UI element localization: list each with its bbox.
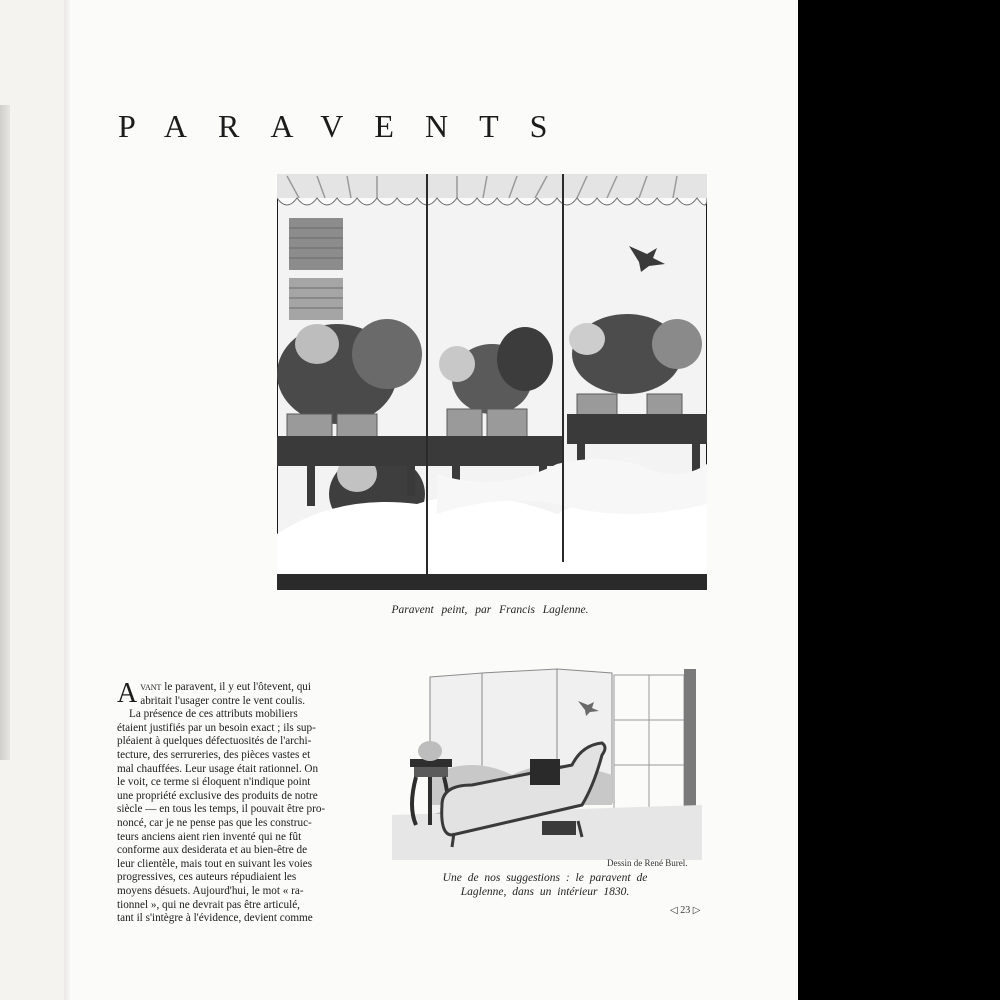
article-line: abritait l'usager contre le vent coulis. <box>140 694 306 707</box>
page-number: ◁ 23 ▷ <box>670 905 701 916</box>
article-line: tant il s'intègre à l'évidence, devient comme <box>117 912 313 925</box>
drawing-credit: Dessin de René Burel. <box>607 858 688 868</box>
interior-drawing-image <box>392 655 702 860</box>
article-line: tionnel », qui ne devrait pas être articulé, <box>117 898 300 911</box>
page-title: PARAVENTS <box>118 108 579 144</box>
article-body <box>117 678 333 926</box>
article-line: progressives, ces auteurs répudiaient les <box>117 871 297 884</box>
awning <box>277 174 707 205</box>
footstool <box>542 821 576 835</box>
article-line: le paravent, il y eut l'ôtevent, qui <box>161 681 312 693</box>
article-line: moyens désuets. Aujourd'hui, le mot « ra- <box>117 884 304 897</box>
article-line: La présence de ces attributs mobiliers <box>129 708 298 721</box>
article-line: mal chauffées. Leur usage était rationnel. On <box>117 762 319 775</box>
article-line: une propriété exclusive des produits de notre <box>117 789 318 802</box>
shutters <box>289 218 343 320</box>
article-line: noncé, car je ne pense pas que les construc- <box>117 816 312 829</box>
folding-screen-illustration <box>277 174 707 590</box>
article-line: teurs anciens aient rien inventé qui ne fût <box>117 830 302 843</box>
first-word: vant <box>140 681 162 693</box>
figure-caption: Paravent peint, par Francis Laglenne. <box>391 604 589 616</box>
article-line: siècle — en tous les temps, il pouvait être pro- <box>117 803 326 816</box>
article-line: tecture, des serrureries, des pièces vastes et <box>117 748 311 761</box>
facing-page-edge <box>0 0 70 1000</box>
drawing-caption: Une de nos suggestions : le paravent de Laglenne, dans un intérieur 1830. <box>442 872 648 898</box>
article-line: le voit, ce terme si éloquent n'indique point <box>117 776 311 789</box>
facing-page-illustration-edge <box>0 105 10 760</box>
article-line: étaient justifiés par un besoin exact ; ils sup- <box>117 721 316 734</box>
article-line: leur clientèle, mais tout en suivant les voies <box>117 857 313 870</box>
interior-drawing <box>392 655 702 860</box>
article-line: pléaient à quelques défectuosités de l'archi- <box>117 735 312 748</box>
folding-screen-image <box>277 174 707 590</box>
article-line: conforme aux desiderata et au bien-être de <box>117 844 308 857</box>
drop-cap: A <box>117 678 138 709</box>
